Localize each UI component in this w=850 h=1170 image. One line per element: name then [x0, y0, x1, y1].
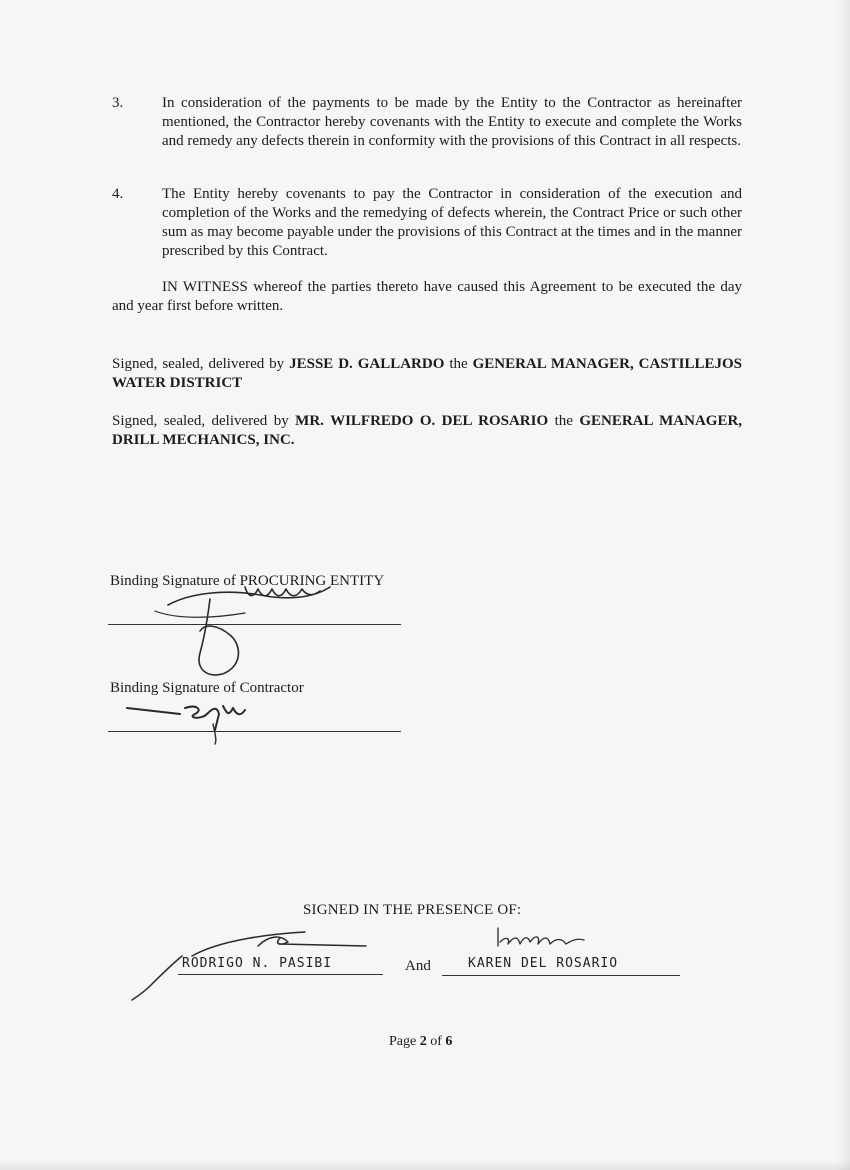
clause-text: In consideration of the payments to be made by the Entity to the Contractor as hereinafter mentioned, the Contractor hereby covenants with the Entity to execute and complete the Works and remedy any defects therein in conformity with the provisions of this Contract in all respects. [162, 95, 742, 149]
signed-connector: the [554, 413, 573, 429]
contractor-signature-icon [125, 700, 265, 748]
page-total: 6 [445, 1034, 453, 1049]
page-of-label: of [430, 1034, 442, 1049]
procuring-entity-signature-label: Binding Signature of PROCURING ENTITY [110, 573, 385, 589]
witness-2-signature-icon [490, 922, 590, 956]
signed-connector: the [449, 356, 468, 372]
signatory-title: GENERAL MANAGER, CASTILLEJOS WATER DISTRICT [112, 356, 743, 391]
procuring-entity-signature-icon [150, 575, 350, 685]
contractor-signature-label: Binding Signature of Contractor [110, 680, 304, 696]
signatory-name: JESSE D. GALLARDO [289, 356, 445, 372]
page-prefix: Page [389, 1034, 417, 1049]
signed-prefix: Signed, sealed, delivered by [112, 413, 289, 429]
clause-number: 3. [112, 95, 124, 111]
clause-text: The Entity hereby covenants to pay the Contractor in consideration of the execution and completion of the Works and the remedying of defects wherein, the Contract Price or such other sum as may become payable under the provisions of this Contract at the times and in the manner prescribed by this Contract. [162, 186, 742, 259]
page-current: 2 [419, 1034, 427, 1049]
witness-2-name: KAREN DEL ROSARIO [468, 956, 619, 971]
clause-3 [112, 94, 742, 151]
page-number [389, 1034, 452, 1050]
signatory-title: GENERAL MANAGER, DRILL MECHANICS, INC. [112, 413, 743, 448]
witness-2-line [442, 975, 680, 976]
presence-heading: SIGNED IN THE PRESENCE OF: [303, 902, 522, 918]
witness-paragraph: IN WITNESS whereof the parties thereto have caused this Agreement to be executed the day and year first before written. [112, 279, 742, 314]
signed-prefix: Signed, sealed, delivered by [112, 356, 285, 372]
signed-statement-entity [112, 355, 742, 393]
clause-4 [112, 185, 742, 261]
signatory-name: MR. WILFREDO O. DEL ROSARIO [295, 413, 549, 429]
signed-statement-contractor [112, 412, 742, 450]
and-label: And [405, 958, 431, 974]
witness-1-name: RODRIGO N. PASIBI [182, 956, 333, 971]
clause-number: 4. [112, 186, 124, 202]
scan-edge-right [836, 0, 850, 1170]
scan-edge-bottom [0, 1160, 850, 1170]
